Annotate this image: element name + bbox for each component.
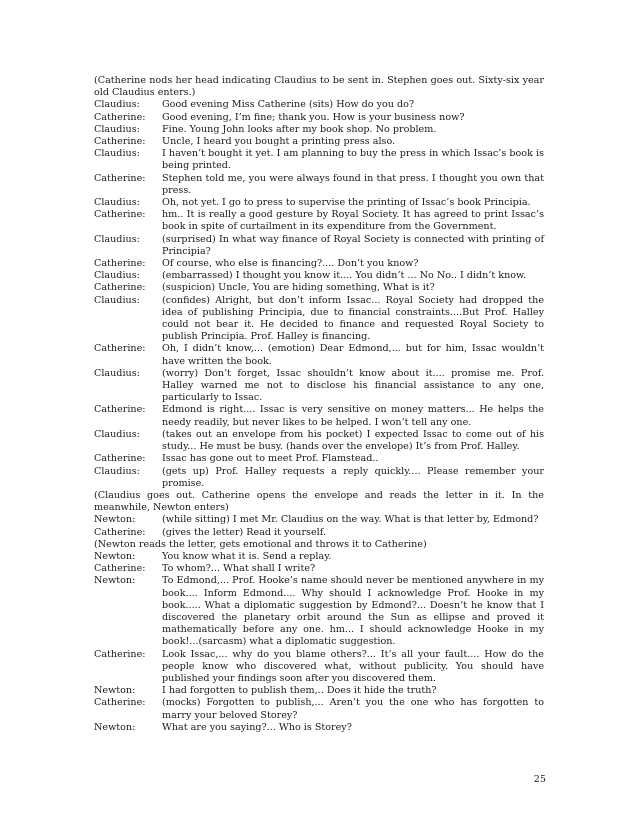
- page-number: 25: [533, 774, 546, 785]
- dialogue-text: (gives the letter) Read it yourself.: [162, 526, 326, 538]
- dialogue-line: [94, 197, 544, 209]
- speaker-name: Claudius:: [94, 465, 140, 477]
- dialogue-text: Look Issac,... why do you blame others?... It’s all your fault.... How do the people know who discovered what, without publicity. You should have published your findings soon after you discovered them.: [162, 648, 544, 684]
- speaker-name: Catherine:: [94, 343, 146, 355]
- dialogue-text: Good evening, I’m fine; thank you. How is your business now?: [162, 111, 465, 123]
- dialogue-text: What are you saying?... Who is Storey?: [162, 721, 352, 733]
- dialogue-line: [94, 527, 544, 539]
- dialogue-text: (surprised) In what way finance of Royal Society is connected with printing of Principia?: [162, 233, 544, 257]
- dialogue-line: [94, 453, 544, 465]
- dialogue-line: [94, 368, 544, 405]
- speaker-name: Catherine:: [94, 563, 146, 575]
- dialogue-line: [94, 343, 544, 367]
- dialogue-line: [94, 697, 544, 721]
- dialogue-line: [94, 649, 544, 686]
- speaker-name: Claudius:: [94, 123, 140, 135]
- dialogue-text: Uncle, I heard you bought a printing press also.: [162, 136, 396, 148]
- dialogue-text: You know what it is. Send a replay.: [162, 550, 332, 562]
- stage-direction: (Newton reads the letter, gets emotional and throws it to Catherine): [94, 538, 427, 550]
- dialogue-text: Edmond is right.... Issac is very sensitive on money matters... He helps the needy readily, but never likes to be helped. I won’t tell any one.: [162, 404, 544, 428]
- dialogue-line: [94, 282, 544, 294]
- dialogue-line: [94, 234, 544, 258]
- speaker-name: Claudius:: [94, 99, 140, 111]
- dialogue-text: (mocks) Forgotten to publish,... Aren’t you the one who has forgotten to marry your beloved Storey?: [162, 697, 544, 721]
- dialogue-line: [94, 295, 544, 344]
- speaker-name: Catherine:: [94, 648, 146, 660]
- dialogue-line: [94, 429, 544, 453]
- dialogue-line: [94, 551, 544, 563]
- dialogue-line: [94, 563, 544, 575]
- speaker-name: Newton:: [94, 575, 136, 587]
- stage-direction: (Claudius goes out. Catherine opens the envelope and reads the letter in it. In the meanwhile, Newton enters): [94, 489, 544, 514]
- dialogue-text: Oh, I didn’t know,... (emotion) Dear Edmond,... but for him, Issac wouldn’t have written the book.: [162, 343, 544, 367]
- speaker-name: Claudius:: [94, 294, 140, 306]
- dialogue-line: [94, 722, 544, 734]
- speaker-name: Catherine:: [94, 453, 146, 465]
- speaker-name: Newton:: [94, 550, 136, 562]
- speaker-name: Catherine:: [94, 258, 146, 270]
- dialogue-line: [94, 209, 544, 233]
- speaker-name: Claudius:: [94, 148, 140, 160]
- stage-direction: (Catherine nods her head indicating Claudius to be sent in. Stephen goes out. Sixty-six year old Claudius enters.): [94, 75, 544, 99]
- speaker-name: Claudius:: [94, 233, 140, 245]
- dialogue-line: [94, 124, 544, 136]
- script-body: [94, 75, 544, 734]
- speaker-name: Catherine:: [94, 172, 146, 184]
- dialogue-line: [94, 173, 544, 197]
- speaker-name: Catherine:: [94, 282, 146, 294]
- speaker-name: Claudius:: [94, 367, 140, 379]
- dialogue-text: (while sitting) I met Mr. Claudius on the way. What is that letter by, Edmond?: [162, 514, 539, 526]
- dialogue-text: Stephen told me, you were always found in that press. I thought you own that press.: [162, 172, 544, 196]
- dialogue-text: Oh, not yet. I go to press to supervise the printing of Issac’s book Principia.: [162, 197, 531, 209]
- speaker-name: Claudius:: [94, 270, 140, 282]
- speaker-name: Newton:: [94, 721, 136, 733]
- dialogue-text: (confides) Alright, but don’t inform Issac... Royal Society had dropped the idea of publishing Principia, due to financial constraints....But Prof. Halley could not bear it. He decided to finance and requested Royal Society to publish Principia. Prof. Halley is financing.: [162, 294, 544, 343]
- dialogue-text: Of course, who else is financing?.... Don’t you know?: [162, 258, 419, 270]
- dialogue-text: To whom?... What shall I write?: [162, 563, 316, 575]
- dialogue-text: Issac has gone out to meet Prof. Flamstead..: [162, 453, 379, 465]
- speaker-name: Claudius:: [94, 428, 140, 440]
- speaker-name: Catherine:: [94, 209, 146, 221]
- dialogue-line: [94, 514, 544, 526]
- dialogue-line: [94, 148, 544, 172]
- dialogue-text: (gets up) Prof. Halley requests a reply quickly.... Please remember your promise.: [162, 465, 544, 489]
- speaker-name: Catherine:: [94, 111, 146, 123]
- dialogue-text: hm.. It is really a good gesture by Royal Society. It has agreed to print Issac’s book in spite of curtailment in its expenditure from the Government.: [162, 209, 544, 233]
- dialogue-text: (worry) Don’t forget, Issac shouldn’t know about it.... promise me. Prof. Halley warned me not to disclose his financial assistance to any one, particularly to Issac.: [162, 367, 544, 404]
- dialogue-text: (suspicion) Uncle, You are hiding something, What is it?: [162, 282, 435, 294]
- dialogue-text: (embarrassed) I thought you know it.... You didn’t ... No No.. I didn’t know.: [162, 270, 527, 282]
- speaker-name: Newton:: [94, 514, 136, 526]
- dialogue-text: Fine. Young John looks after my book shop. No problem.: [162, 123, 437, 135]
- speaker-name: Catherine:: [94, 404, 146, 416]
- dialogue-text: To Edmond,... Prof. Hooke’s name should never be mentioned anywhere in my book.... Inform Edmond.... Why should I acknowledge Prof. Hooke in my book..... What a diplomatic suggestion by Edmond?... Doesn’t he know that I discovered the planetary orbit around the Sun as ellipse and proved it mathematically before any one. hm... I should acknowledge Hooke in my book!...(sarcasm) what a diplomatic suggestion.: [162, 575, 544, 648]
- dialogue-text: Good evening Miss Catherine (sits) How do you do?: [162, 99, 415, 111]
- speaker-name: Newton:: [94, 685, 136, 697]
- dialogue-line: [94, 685, 544, 697]
- dialogue-text: I haven’t bought it yet. I am planning to buy the press in which Issac’s book is being printed.: [162, 148, 544, 172]
- dialogue-text: I had forgotten to publish them,.. Does it hide the truth?: [162, 685, 437, 697]
- dialogue-line: [94, 270, 544, 282]
- dialogue-line: [94, 136, 544, 148]
- dialogue-line: [94, 575, 544, 648]
- speaker-name: Claudius:: [94, 197, 140, 209]
- dialogue-line: [94, 112, 544, 124]
- speaker-name: Catherine:: [94, 697, 146, 709]
- dialogue-line: [94, 466, 544, 490]
- speaker-name: Catherine:: [94, 136, 146, 148]
- dialogue-line: [94, 258, 544, 270]
- dialogue-line: [94, 99, 544, 111]
- dialogue-text: (takes out an envelope from his pocket) I expected Issac to come out of his study... He must be busy. (hands over the envelope) It’s from Prof. Halley.: [162, 428, 544, 453]
- speaker-name: Catherine:: [94, 526, 146, 538]
- dialogue-line: [94, 404, 544, 428]
